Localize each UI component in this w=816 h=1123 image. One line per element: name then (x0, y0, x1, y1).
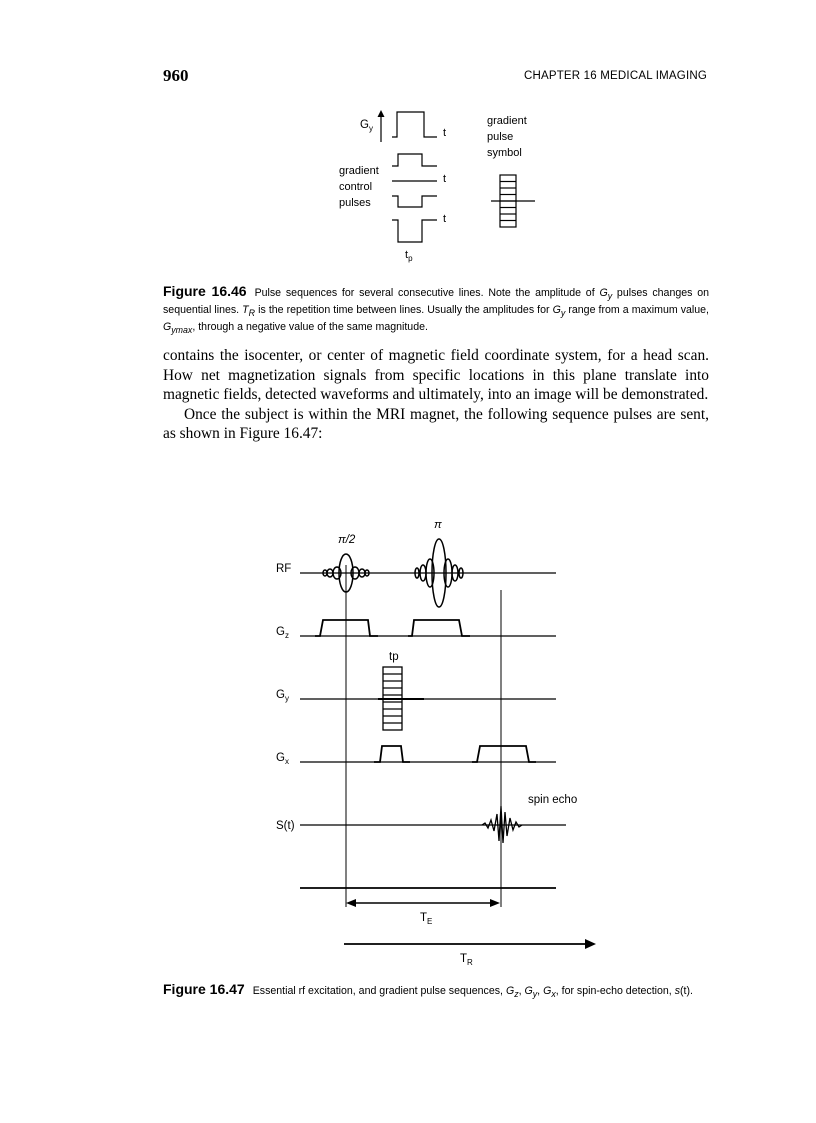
label-t-1: t (443, 127, 447, 139)
label-gy: $G_y$ (360, 119, 373, 133)
gy-arrowhead (378, 110, 385, 117)
paragraph-1: contains the isocenter, or center of magnetic field coordinate system, for a head scan. How net magnetization signals from specific locations in this plane translate into magnetic fields, detected waveforms and ultimately, into an image will be demonstrated. (163, 347, 709, 403)
label-tp: tp (389, 651, 399, 663)
gz-slice-select-pulse-1 (315, 620, 378, 636)
label-tr: $T_R$ (460, 953, 473, 967)
gx-dephase-pulse (374, 746, 410, 762)
label-gz: $G_z$ (276, 626, 289, 640)
label-st: S(t) (276, 820, 295, 832)
label-t-2: t (443, 173, 447, 185)
gy-positive-pulse (392, 112, 437, 137)
control-pulse-small-negative (392, 196, 437, 207)
label-rf: RF (276, 563, 292, 575)
te-arrowhead-left (346, 899, 356, 907)
label-gradient-control-3: pulses (339, 197, 371, 209)
gz-slice-select-pulse-2 (408, 620, 470, 636)
label-t-3: t (443, 213, 447, 225)
control-pulse-small-positive (392, 154, 437, 166)
gx-readout-pulse (472, 746, 536, 762)
paragraph-2: Once the subject is within the MRI magnet, the following sequence pulses are sent, as shown in Figure 16.47: (163, 405, 709, 442)
label-tp: $t_p$ (405, 249, 413, 263)
label-spin-echo: spin echo (528, 794, 578, 806)
figure-16-46-diagram (0, 0, 816, 280)
page-number: 960 (163, 66, 189, 85)
body-text (163, 346, 709, 444)
label-te: $T_E$ (420, 912, 433, 926)
te-arrowhead-right (490, 899, 500, 907)
label-pulse-symbol-3: symbol (487, 147, 522, 159)
gy-phase-encode-ladder (378, 667, 424, 730)
figure-16-47-caption: Figure 16.47 Essential rf excitation, and gradient pulse sequences, $G_z$, $G_y$, $G_x$, for spin-echo detection, s(t). (163, 981, 693, 1000)
control-pulse-large-negative (392, 220, 437, 242)
running-head: CHAPTER 16 MEDICAL IMAGING (523, 70, 707, 82)
spin-echo-signal (482, 806, 522, 843)
label-pi: π (434, 519, 442, 531)
label-gy: $G_y$ (276, 689, 289, 703)
label-pulse-symbol-2: pulse (487, 131, 514, 143)
label-pi-half: π/2 (338, 534, 356, 546)
label-gradient-control-1: gradient (339, 165, 379, 177)
rf-pulse-pi (415, 539, 463, 607)
figure-label: Figure 16.46 (163, 283, 247, 299)
figure-16-46-caption: Figure 16.46 Pulse sequences for several consecutive lines. Note the amplitude of $G_y$ pulses changes on sequential lines. $T_R$ is the repetition time between lines. Usually the amplitudes for $G_y$ range from a maximum value, $G_{ymax}$, through a negative value of the same magnitude. (163, 283, 710, 336)
label-pulse-symbol-1: gradient (487, 115, 527, 127)
label-gx: $G_x$ (276, 752, 289, 766)
tr-arrowhead-right (585, 939, 596, 949)
figure-label: Figure 16.47 (163, 981, 245, 997)
label-gradient-control-2: control (339, 181, 373, 193)
rf-pulse-pi-half (323, 554, 369, 592)
